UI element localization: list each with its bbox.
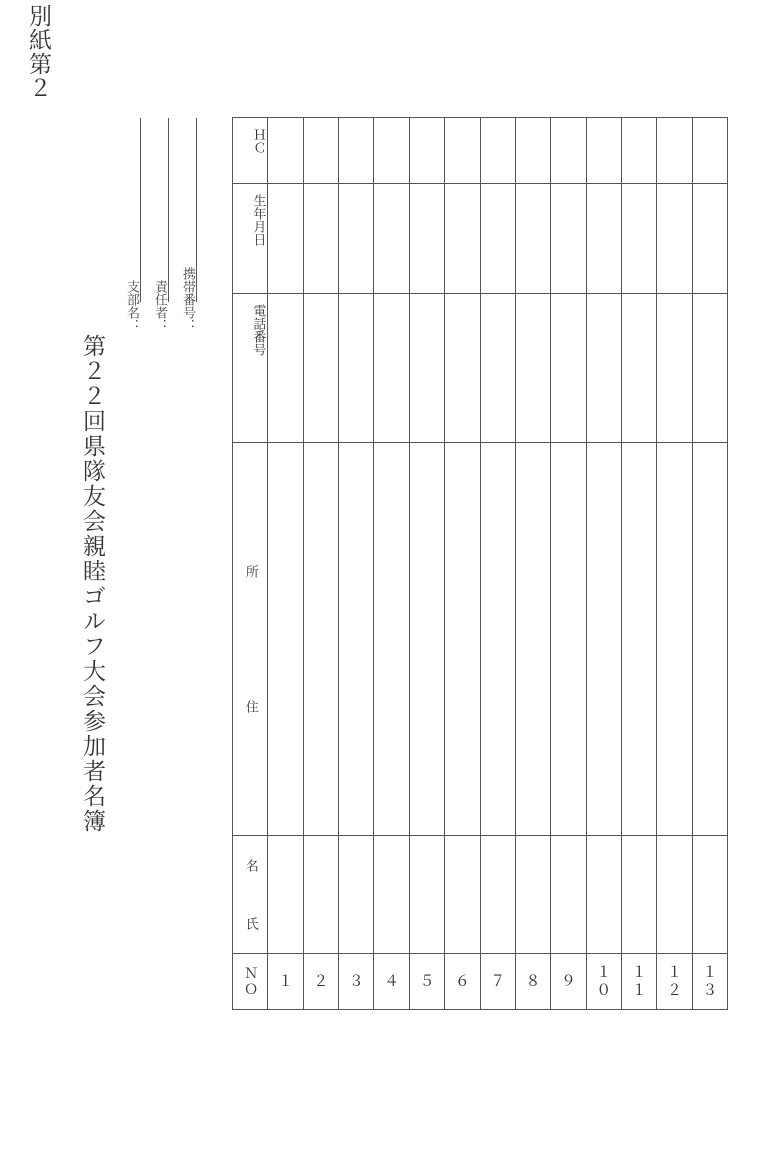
header-phone: 電話番号 [233, 294, 267, 444]
row-number: １３ [700, 963, 719, 1000]
row-number: ５ [417, 972, 436, 991]
table-row [587, 118, 622, 1009]
table-row [551, 118, 586, 1009]
field-line-responsible[interactable] [168, 118, 169, 302]
table-row [339, 118, 374, 1009]
row-number: ４ [382, 972, 401, 991]
table-row [481, 118, 516, 1009]
participant-table [232, 117, 728, 1010]
row-number: ８ [523, 972, 542, 991]
row-number: ６ [452, 972, 471, 991]
table-row [304, 118, 339, 1009]
table-row [657, 118, 692, 1009]
header-birthdate: 生年月日 [233, 184, 267, 294]
table-row [445, 118, 480, 1009]
table-row [410, 118, 445, 1009]
table-row [268, 118, 303, 1009]
row-number: ７ [488, 972, 507, 991]
row-number: ３ [346, 972, 365, 991]
row-number: １ [276, 972, 295, 991]
field-label-branch: 支部名： [124, 280, 139, 332]
header-no: ＮＯ [242, 965, 259, 998]
attachment-label: 別紙第２ [25, 4, 51, 100]
row-number: １０ [594, 963, 613, 1000]
field-branch [122, 0, 141, 332]
field-mobile [178, 0, 197, 332]
page-title: 第２２回県隊友会親睦ゴルフ大会参加者名簿 [79, 334, 105, 834]
row-number: ２ [311, 972, 330, 991]
field-responsible [150, 0, 169, 332]
table-row [693, 118, 727, 1009]
field-line-branch[interactable] [140, 118, 141, 302]
row-number: １２ [664, 963, 683, 1000]
table-row [622, 118, 657, 1009]
header-address: 所 住 [233, 443, 267, 836]
field-label-mobile: 携帯番号： [180, 267, 195, 332]
field-label-responsible: 責任者： [152, 280, 167, 332]
table-row [516, 118, 551, 1009]
header-hc: ＨＣ [233, 118, 267, 184]
table-row [374, 118, 409, 1009]
row-number: １１ [629, 963, 648, 1000]
row-number: ９ [558, 972, 577, 991]
field-line-mobile[interactable] [196, 118, 197, 302]
header-name: 名 氏 [233, 836, 267, 954]
table-header-row [233, 118, 268, 1009]
